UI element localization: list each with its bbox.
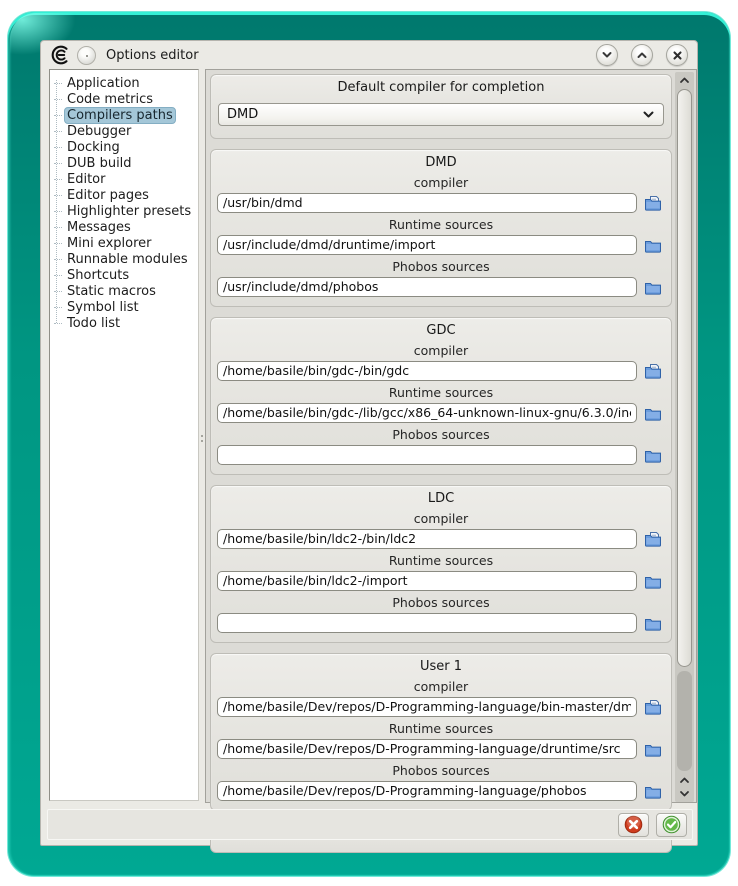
open-file-icon: [644, 531, 662, 547]
folder-icon: [644, 573, 662, 589]
field-label: Phobos sources: [392, 427, 490, 442]
shade-button[interactable]: [596, 44, 618, 66]
group-title: LDC: [427, 491, 455, 506]
chevron-down-icon: [642, 110, 655, 119]
sidebar-item[interactable]: Shortcuts: [54, 267, 196, 283]
sidebar-item[interactable]: DUB build: [54, 155, 196, 171]
folder-icon: [644, 405, 662, 421]
path-input[interactable]: [217, 403, 637, 423]
browse-button[interactable]: [641, 360, 665, 381]
field-label: Runtime sources: [388, 721, 494, 736]
path-input[interactable]: [217, 235, 637, 255]
coedit-logo-icon: [50, 45, 70, 65]
sidebar-item[interactable]: Code metrics: [54, 91, 196, 107]
path-input[interactable]: [217, 571, 637, 591]
folder-icon: [644, 741, 662, 757]
folder-icon: [644, 783, 662, 799]
scroll-up-button[interactable]: [675, 72, 694, 87]
path-field: [217, 719, 665, 759]
path-field: [217, 593, 665, 633]
group-fields: [217, 341, 665, 465]
compilers-paths-panel: [205, 69, 697, 803]
field-label: Runtime sources: [388, 385, 494, 400]
folder-icon: [644, 447, 662, 463]
chevron-up-icon: [636, 49, 648, 61]
compiler-group: [210, 149, 672, 307]
group-title: DMD: [425, 155, 457, 170]
group-title: GDC: [426, 323, 456, 338]
browse-button[interactable]: [641, 402, 665, 423]
category-panel: [49, 69, 199, 801]
scroll-up-button-bottom[interactable]: [675, 772, 694, 787]
field-label: compiler: [413, 511, 469, 526]
default-compiler-group: [210, 74, 672, 139]
sidebar-item[interactable]: Editor: [54, 171, 196, 187]
open-file-icon: [644, 363, 662, 379]
combo-selected-value: DMD: [227, 107, 259, 122]
titlebar: [41, 41, 697, 69]
field-label: Runtime sources: [388, 553, 494, 568]
path-field: [217, 551, 665, 591]
path-field: [217, 425, 665, 465]
path-field: [217, 215, 665, 255]
path-input[interactable]: [217, 781, 637, 801]
browse-button[interactable]: [641, 444, 665, 465]
chevron-down-icon: [601, 49, 613, 61]
close-icon: [672, 50, 683, 61]
folder-icon: [644, 237, 662, 253]
vertical-scrollbar[interactable]: [675, 72, 694, 802]
compiler-group: [210, 317, 672, 475]
browse-button[interactable]: [641, 696, 665, 717]
sidebar-item[interactable]: Debugger: [54, 123, 196, 139]
path-input[interactable]: [217, 529, 637, 549]
field-label: compiler: [413, 343, 469, 358]
browse-button[interactable]: [641, 234, 665, 255]
default-compiler-select[interactable]: [218, 103, 664, 126]
sidebar-item[interactable]: Symbol list: [54, 299, 196, 315]
path-field: [217, 257, 665, 297]
sidebar-item[interactable]: Highlighter presets: [54, 203, 196, 219]
open-file-icon: [644, 699, 662, 715]
cancel-button[interactable]: [618, 813, 649, 837]
group-fields: [217, 173, 665, 297]
path-input[interactable]: [217, 193, 637, 213]
group-title: Default compiler for completion: [337, 80, 545, 95]
sidebar-item[interactable]: Messages: [54, 219, 196, 235]
path-field: [217, 173, 665, 213]
sidebar-item[interactable]: Todo list: [54, 315, 196, 331]
window-title: Options editor: [106, 47, 199, 63]
footer-bar: [47, 809, 693, 840]
group-fields: [217, 677, 665, 801]
folder-icon: [644, 279, 662, 295]
sidebar-item[interactable]: Mini explorer: [54, 235, 196, 251]
field-label: compiler: [413, 175, 469, 190]
chevron-up-icon: [679, 76, 690, 84]
options-dialog: [40, 40, 698, 846]
window-menu-button[interactable]: [77, 46, 96, 65]
path-input[interactable]: [217, 277, 637, 297]
field-label: Phobos sources: [392, 595, 490, 610]
accept-button[interactable]: [656, 813, 687, 837]
path-field: [217, 677, 665, 717]
field-label: compiler: [413, 679, 469, 694]
groups-container: [210, 74, 672, 863]
compiler-groups: [210, 149, 672, 853]
sidebar-item[interactable]: Editor pages: [54, 187, 196, 203]
browse-button[interactable]: [641, 738, 665, 759]
path-field: [217, 383, 665, 423]
path-field: [217, 509, 665, 549]
green-check-icon: [662, 815, 681, 834]
field-label: Phobos sources: [392, 259, 490, 274]
open-file-icon: [644, 195, 662, 211]
browse-button[interactable]: [641, 570, 665, 591]
sidebar-item[interactable]: Application: [54, 75, 196, 91]
browse-button[interactable]: [641, 612, 665, 633]
group-fields: [217, 509, 665, 633]
field-label: Phobos sources: [392, 763, 490, 778]
path-input[interactable]: [217, 697, 637, 717]
close-button[interactable]: [666, 44, 688, 66]
scroll-down-button[interactable]: [675, 786, 694, 801]
path-input[interactable]: [217, 361, 637, 381]
path-field: [217, 761, 665, 801]
browse-button[interactable]: [641, 780, 665, 801]
sidebar-item[interactable]: Static macros: [54, 283, 196, 299]
category-tree: [50, 70, 198, 331]
browse-button[interactable]: [641, 528, 665, 549]
unshade-button[interactable]: [631, 44, 653, 66]
chevron-down-icon: [679, 790, 690, 798]
path-input[interactable]: [217, 739, 637, 759]
compiler-group: [210, 485, 672, 643]
path-input[interactable]: [217, 445, 637, 465]
browse-button[interactable]: [641, 192, 665, 213]
red-cross-icon: [624, 815, 643, 834]
sidebar-item[interactable]: Docking: [54, 139, 196, 155]
path-field: [217, 341, 665, 381]
browse-button[interactable]: [641, 276, 665, 297]
folder-icon: [644, 615, 662, 631]
group-title: User 1: [419, 659, 463, 674]
compiler-group: [210, 653, 672, 811]
scrollbar-track[interactable]: [677, 671, 692, 771]
sidebar-item[interactable]: Runnable modules: [54, 251, 196, 267]
path-input[interactable]: [217, 613, 637, 633]
scrollbar-thumb[interactable]: [677, 89, 692, 667]
chevron-up-icon: [679, 776, 690, 784]
field-label: Runtime sources: [388, 217, 494, 232]
sidebar-item[interactable]: Compilers paths: [54, 107, 196, 123]
